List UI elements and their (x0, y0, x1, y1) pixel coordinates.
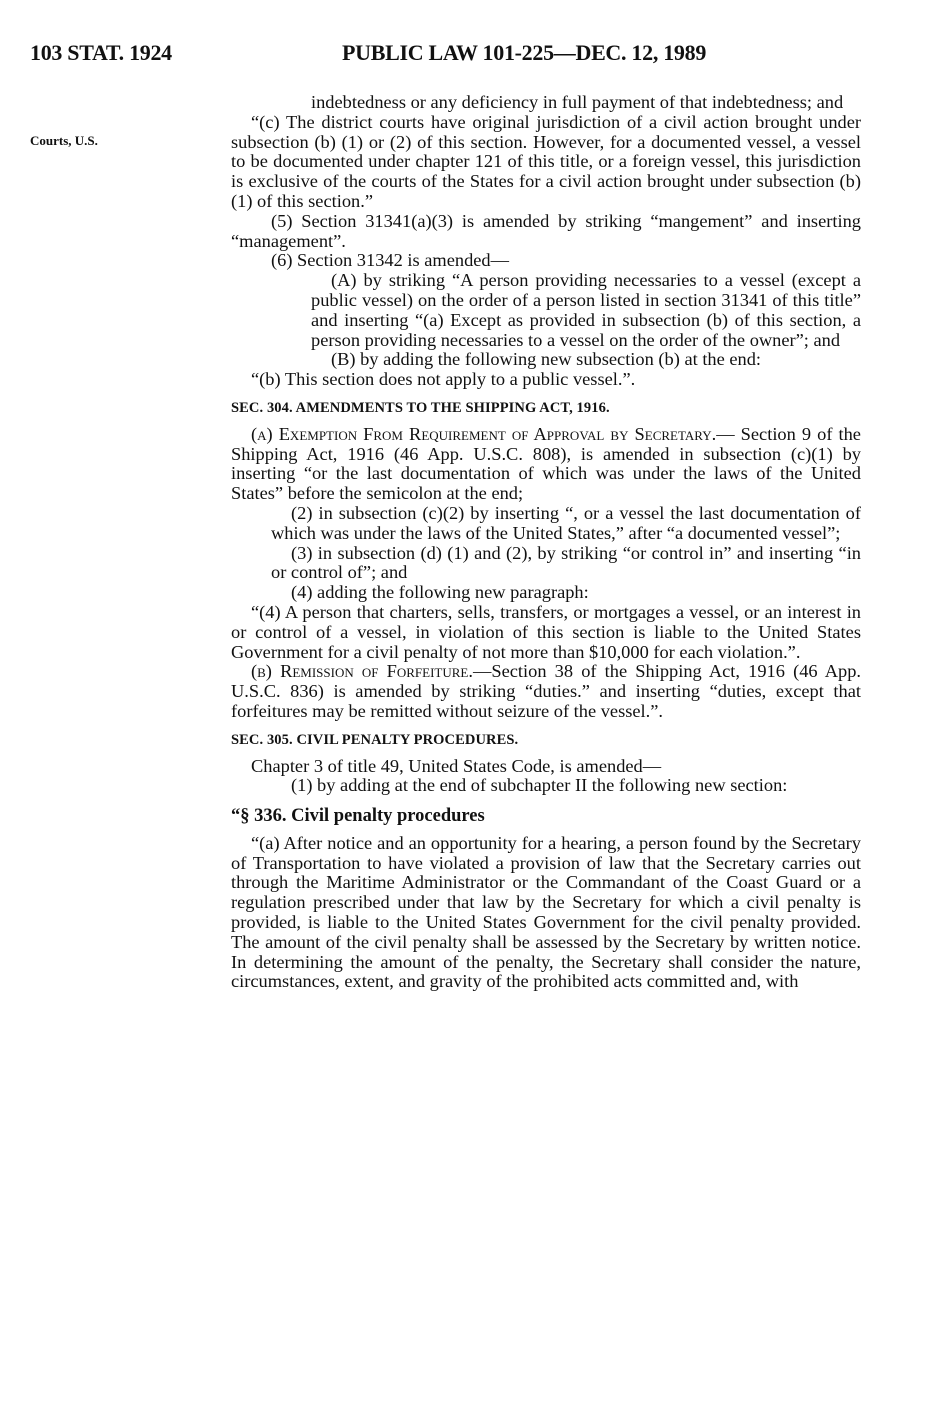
paragraph: (A) by striking “A person providing necessaries to a vessel (except a public vessel) on the order of a person listed in section 31341 of this title” and inserting “(a) Except as provided in subsection (b) of this section, a person providing necessaries to a vessel on the order of the owner”; and (311, 270, 861, 350)
section-heading: SEC. 304. AMENDMENTS TO THE SHIPPING ACT, 1916. (231, 399, 610, 416)
document-body (231, 93, 861, 992)
statute-page-number: 103 STAT. 1924 (30, 40, 172, 65)
paragraph: (B) by adding the following new subsection (b) at the end: (331, 349, 762, 370)
paragraph: Chapter 3 of title 49, United States Code, is amended— (251, 755, 662, 776)
paragraph: (3) in subsection (d) (1) and (2), by striking “or control in” and inserting “in or control of”; and (271, 542, 861, 583)
paragraph: “(a) After notice and an opportunity for a hearing, a person found by the Secretary of Transportation to have violated a provision of law that the Secretary carries out through the Maritime Administrator or the Commandant of the Coast Guard or a regulation prescribed under that law by the Secretary for which a civil penalty is provided, is liable to the United States Government for the civil penalty provided. The amount of the civil penalty shall be assessed by the Secretary by written notice. In determining the amount of the penalty, the Secretary shall consider the nature, circumstances, extent, and gravity of the prohibited acts committed and, with (231, 832, 861, 992)
section-heading: SEC. 305. CIVIL PENALTY PROCEDURES. (231, 731, 519, 748)
paragraph (231, 662, 861, 721)
subsection-heading: (a) Exemption From Requirement of Approval by Secretary.— (251, 423, 735, 444)
paragraph: “(b) This section does not apply to a public vessel.”. (251, 369, 636, 390)
paragraph-text: Section 9 of the Shipping Act, 1916 (46 App. U.S.C. 808), is amended in subsection (c)(1) by inserting “or the last documentation of which was under the laws of the United States” before the semicolon at the end; (231, 423, 861, 504)
paragraph: (5) Section 31341(a)(3) is amended by striking “mangement” and inserting “management”. (231, 210, 861, 251)
paragraph: (1) by adding at the end of subchapter II the following new section: (291, 775, 788, 796)
paragraph: “(4) A person that charters, sells, transfers, or mortgages a vessel, or an interest in or control of a vessel, in violation of this section is liable to the United States Government for a civil penalty of not more than $10,000 for each violation.”. (231, 601, 861, 662)
paragraph: “(c) The district courts have original jurisdiction of a civil action brought under subsection (b) (1) or (2) of this section. However, for a documented vessel, a vessel to be documented under chapter 121 of this title, or a foreign vessel, this jurisdiction is exclusive of the courts of the States for a civil action brought under subsection (b)(1) of this section.” (231, 111, 861, 211)
paragraph: (6) Section 31342 is amended— (271, 250, 510, 271)
paragraph: (2) in subsection (c)(2) by inserting “, or a vessel the last documentation of which was under the laws of the United States,” after “a documented vessel”; (271, 502, 861, 543)
paragraph-text: Section 38 of the Shipping Act, 1916 (46 App. U.S.C. 836) is amended by striking “duties.” and inserting “duties, except that forfeitures may be remitted without seizure of the vessel.”. (231, 661, 861, 721)
public-law-title: PUBLIC LAW 101-225—DEC. 12, 1989 (342, 40, 707, 65)
paragraph: indebtedness or any deficiency in full payment of that indebtedness; and (311, 92, 844, 112)
paragraph (231, 425, 861, 504)
code-section-heading: “§ 336. Civil penalty procedures (231, 806, 485, 827)
paragraph: (4) adding the following new paragraph: (291, 582, 589, 603)
subsection-heading: (b) Remission of Forfeiture.— (251, 661, 492, 682)
margin-note: Courts, U.S. (30, 133, 98, 148)
